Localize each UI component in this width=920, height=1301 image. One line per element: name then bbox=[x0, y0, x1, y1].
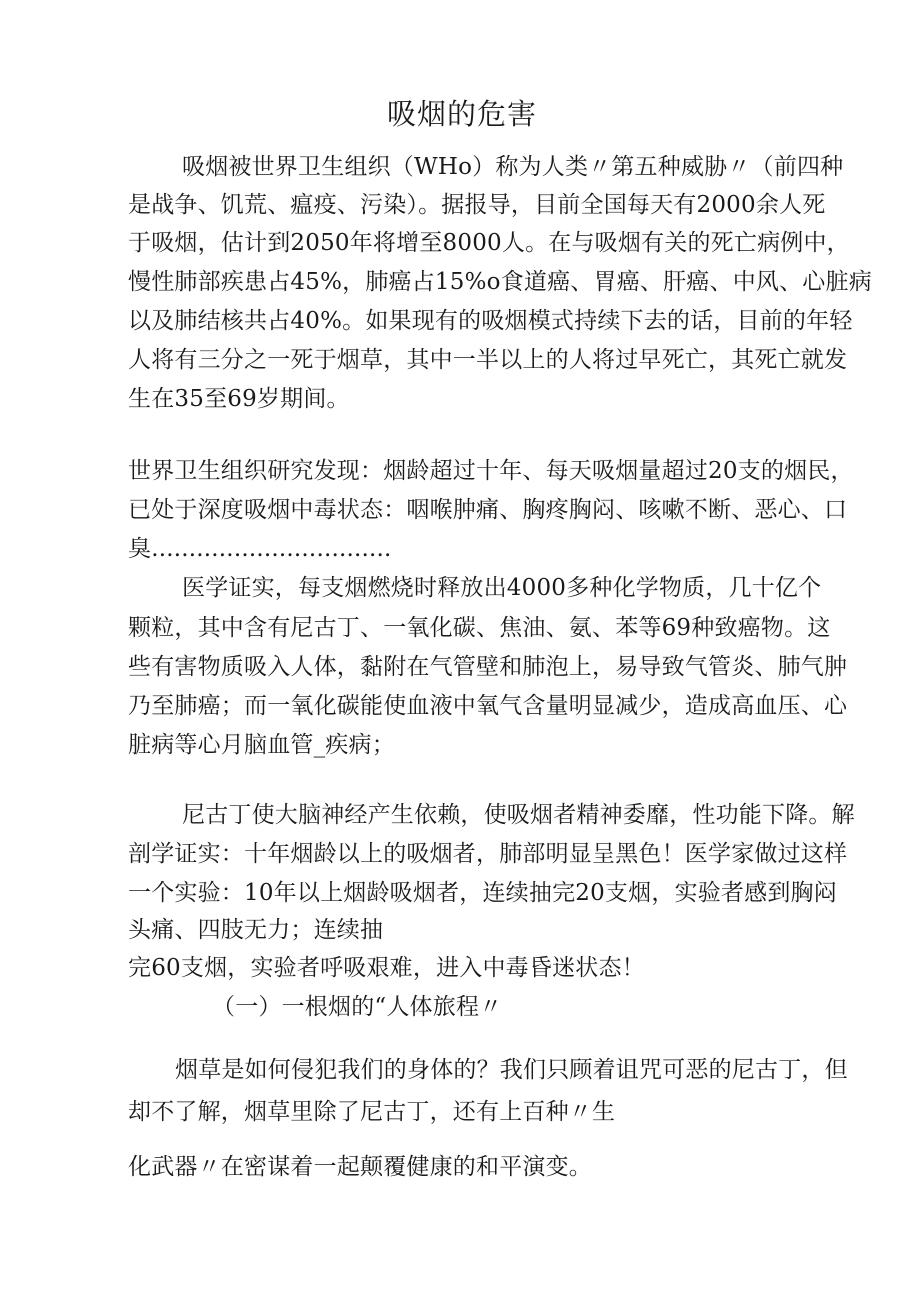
paragraph-line: 化武器〃在密谋着一起颠覆健康的和平演变。 bbox=[128, 1154, 592, 1180]
paragraph-line: 脏病等心月脑血管_疾病； bbox=[128, 732, 395, 758]
paragraph-line: 些有害物质吸入人体，黏附在气管壁和肺泡上，易导致气管炎、肺气肿 bbox=[128, 654, 848, 680]
paragraph-line: 生在35至69岁期间。 bbox=[128, 386, 350, 412]
paragraph-line: 臭................................ bbox=[128, 536, 392, 562]
paragraph-line: 世界卫生组织研究发现：烟龄超过十年、每天吸烟量超过20支的烟民， bbox=[128, 458, 854, 484]
paragraph-line: 尼古丁使大脑神经产生依赖，使吸烟者精神委靡，性功能下降。解 bbox=[182, 802, 855, 828]
paragraph-line: 剖学证实：十年烟龄以上的吸烟者，肺部明显呈黑色！医学家做过这样 bbox=[128, 841, 848, 867]
paragraph-line: 人将有三分之一死于烟草，其中一半以上的人将过早死亡，其死亡就发 bbox=[128, 347, 848, 373]
paragraph-line: 吸烟被世界卫生组织（WHo）称为人类〃第五种威胁〃（前四种 bbox=[182, 154, 844, 180]
paragraph-line: 乃至肺癌；而一氧化碳能使血液中氧气含量明显减少，造成高血压、心 bbox=[128, 693, 848, 719]
paragraph-line: 却不了解，烟草里除了尼古丁，还有上百种〃生 bbox=[128, 1099, 616, 1125]
page-title: 吸烟的危害 bbox=[387, 97, 538, 131]
paragraph-line: 于吸烟，估计到2050年将增至8000人。在与吸烟有关的死亡病例中， bbox=[128, 230, 850, 256]
paragraph-line: 完60支烟，实验者呼吸艰难，进入中毒昏迷状态！ bbox=[128, 955, 645, 981]
paragraph-line: 医学证实，每支烟燃烧时释放出4000多种化学物质，几十亿个 bbox=[182, 575, 822, 601]
paragraph-line: 一个实验：10年以上烟龄吸烟者，连续抽完20支烟，实验者感到胸闷 bbox=[128, 880, 837, 906]
section-heading: （一）一根烟的“人体旅程〃 bbox=[212, 994, 503, 1020]
paragraph-line: 头痛、四肢无力；连续抽 bbox=[128, 917, 384, 943]
paragraph-line: 颗粒，其中含有尼古丁、一氧化碳、焦油、氨、苯等69种致癌物。这 bbox=[128, 615, 831, 641]
paragraph-line: 烟草是如何侵犯我们的身体的？我们只顾着诅咒可恶的尼古丁，但 bbox=[175, 1057, 848, 1083]
paragraph-line: 是战争、饥荒、瘟疫、污染）。据报导，目前全国每天有2000余人死 bbox=[128, 192, 826, 218]
paragraph-line: 慢性肺部疾患占45%，肺癌占15%o食道癌、胃癌、肝癌、中风、心脏病 bbox=[128, 269, 872, 295]
paragraph-line: 已处于深度吸烟中毒状态：咽喉肿痛、胸疼胸闷、咳嗽不断、恶心、口 bbox=[128, 497, 848, 523]
paragraph-line: 以及肺结核共占40%。如果现有的吸烟模式持续下去的话，目前的年轻 bbox=[128, 308, 853, 334]
